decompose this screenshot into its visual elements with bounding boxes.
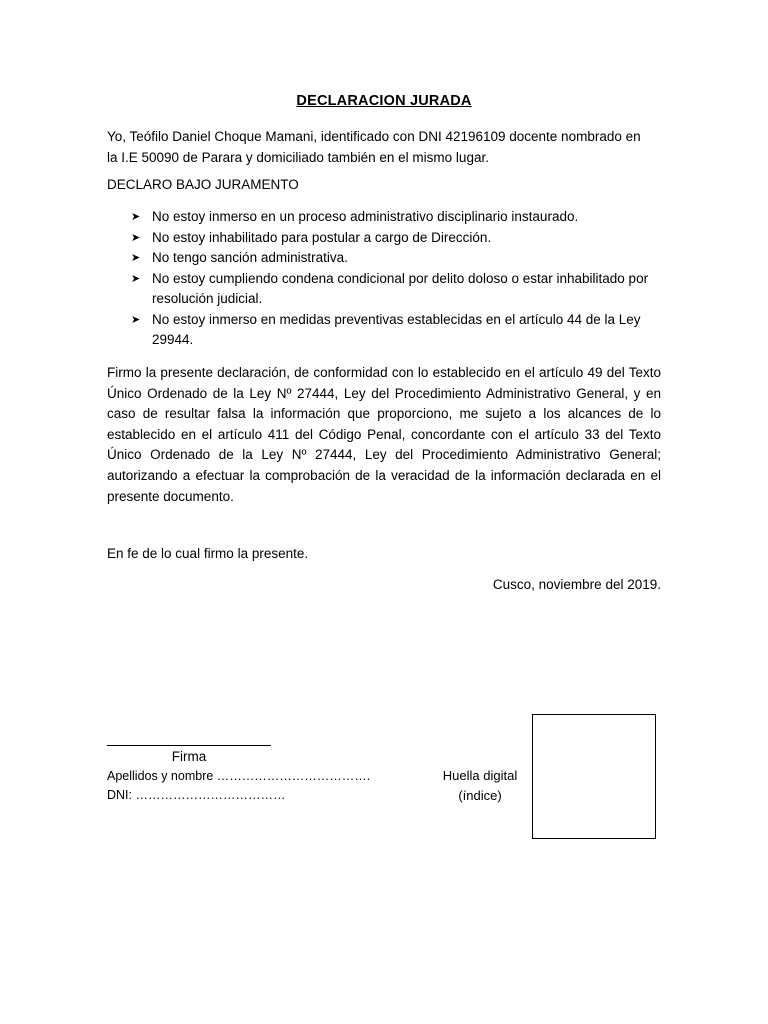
dni-field-label: DNI: ………………………………: [107, 788, 286, 802]
list-item-text: No estoy inhabilitado para postular a cargo de Dirección.: [152, 229, 492, 245]
list-item-text: No tengo sanción administrativa.: [152, 250, 348, 265]
list-item: [131, 269, 671, 310]
intro-line-2: la I.E 50090 de Parara y domiciliado también en el mismo lugar.: [107, 150, 489, 165]
document-title: DECLARACION JURADA: [296, 93, 472, 109]
list-item-text: No estoy cumpliendo condena condicional por delito doloso o estar inhabilitado por resolución judicial.: [152, 270, 649, 306]
intro-line-1: Yo, Teófilo Daniel Choque Mamani, identificado con DNI 42196109 docente nombrado en: [107, 129, 641, 144]
fingerprint-label-line-2: (índice): [458, 788, 502, 803]
intro-paragraph: [107, 126, 667, 168]
list-item-text: No estoy inmerso en un proceso administrativo disciplinario instaurado.: [152, 209, 579, 224]
list-item: [131, 207, 671, 228]
arrowhead-bullet-icon: ➤: [131, 272, 141, 285]
fingerprint-label: [420, 766, 540, 806]
declaration-list: [131, 207, 671, 351]
place-date: Cusco, noviembre del 2019.: [492, 577, 661, 592]
list-item-text: No estoy inmerso en medidas preventivas establecidas en el artículo 44 de la Ley 29944.: [152, 311, 641, 347]
arrowhead-bullet-icon: ➤: [131, 313, 141, 326]
signature-line: [107, 745, 271, 746]
list-item: [131, 310, 671, 351]
closing-statement: En fe de lo cual firmo la presente.: [107, 546, 309, 561]
name-field-label: Apellidos y nombre ……………………………….: [107, 769, 371, 783]
signature-label: Firma: [171, 749, 207, 764]
arrowhead-bullet-icon: ➤: [131, 252, 141, 264]
arrowhead-bullet-icon: ➤: [131, 231, 141, 244]
arrowhead-bullet-icon: ➤: [131, 211, 141, 223]
list-item: [131, 228, 671, 249]
declaro-heading: DECLARO BAJO JURAMENTO: [107, 177, 299, 192]
fingerprint-label-line-1: Huella digital: [442, 768, 518, 783]
list-item: [131, 248, 671, 269]
legal-paragraph: Firmo la presente declaración, de conformidad con lo establecido en el artículo 49 del Texto Único Ordenado de la Ley Nº 27444, Ley del Procedimiento Administrativo General, y en caso de resultar falsa la información que proporciono, me sujeto a los alcances de lo establecido en el artículo 411 del Código Penal, concordante con el artículo 33 del Texto Único Ordenado de la Ley Nº 27444, Ley del Procedimiento Administrativo General; autorizando a efectuar la comprobación de la veracidad de la información declarada en el presente documento.: [107, 365, 661, 504]
fingerprint-box: [532, 714, 656, 839]
